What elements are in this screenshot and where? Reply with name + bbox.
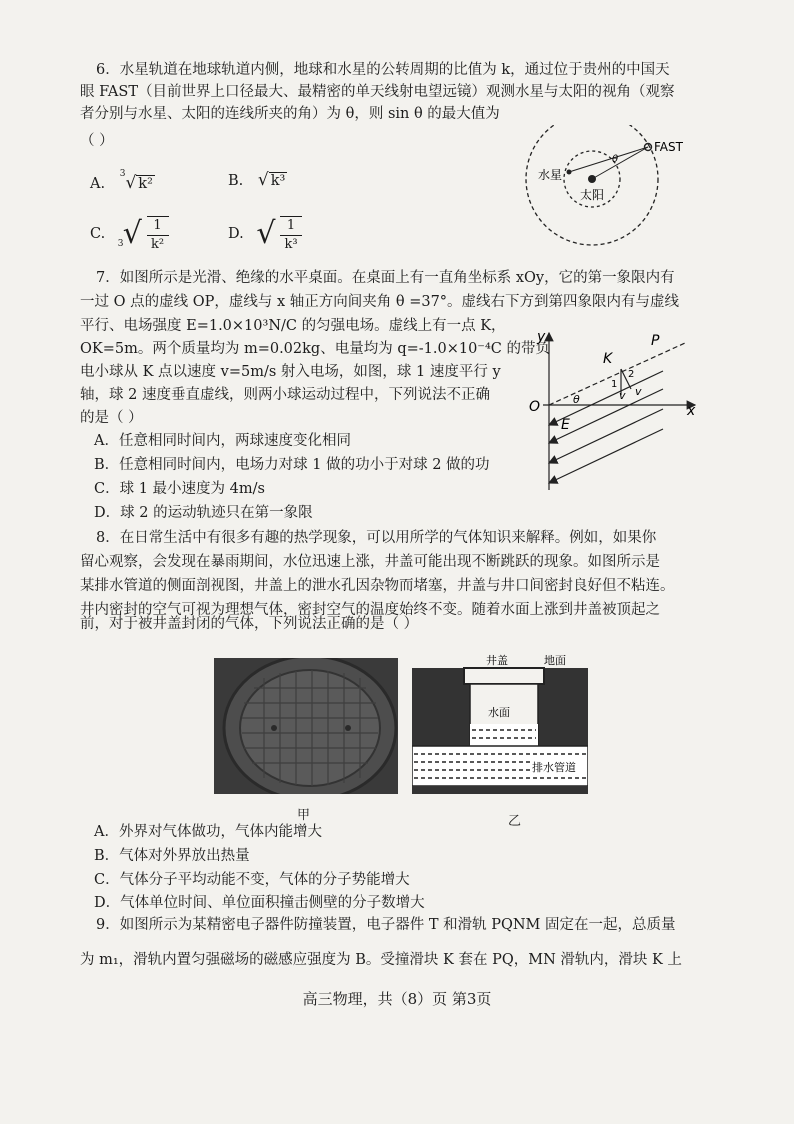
- q8-line-5: 前，对于被井盖封闭的气体，下列说法正确的是（ ）: [80, 616, 419, 632]
- q6-line-1: 6．水星轨道在地球轨道内侧，地球和水星的公转周期的比值为 k，通过位于贵州的中国天: [96, 62, 670, 78]
- mercury-label: 水星: [538, 168, 563, 182]
- q9-line-2: 为 m₁，滑轨内置匀强磁场的磁感应强度为 B。受撞滑块 K 套在 PQ，MN 滑轨内，滑块 K 上: [80, 952, 682, 968]
- sun-label: 太阳: [580, 188, 605, 202]
- q7-line-3: 平行、电场强度 E=1.0×10³N/C 的匀强电场。虚线上有一点 K，: [80, 318, 506, 334]
- earth-orbit: [526, 125, 658, 245]
- p-label: P: [651, 333, 660, 349]
- q7-option-d: D．球 2 的运动轨迹只在第一象限: [94, 505, 313, 521]
- q6-option-a: A. $^3$√ k²: [90, 169, 153, 193]
- fast-label: FAST: [654, 140, 683, 154]
- q6-line-2: 眼 FAST（目前世界上口径最大、最精密的单天线射电望远镜）观测水星与太阳的视角（观察: [80, 84, 675, 100]
- fast-mercury-line: [569, 147, 648, 172]
- pipe-label: 排水管道: [532, 761, 576, 774]
- y-label: y: [537, 329, 546, 345]
- q7-line-2: 一过 O 点的虚线 OP，虚线与 x 轴正方向间夹角 θ =37°。虚线右下方到第四象限内有与虚线: [80, 294, 680, 310]
- q6-option-b: B. √ k³: [228, 170, 286, 190]
- ball2-label: 2: [628, 369, 635, 380]
- q8-line-2: 留心观察，会发现在暴雨期间，水位迅速上涨，井盖可能出现不断跳跃的现象。如图所示是: [80, 554, 660, 570]
- q6-line-4: （ ）: [80, 133, 114, 149]
- v1-label: v: [619, 389, 626, 402]
- figure-yi-caption: 乙: [508, 814, 522, 829]
- q8-option-b: B．气体对外界放出热量: [94, 848, 250, 864]
- q7-option-b: B．任意相同时间内，电场力对球 1 做的功小于对球 2 做的功: [94, 457, 490, 473]
- theta-label: θ: [612, 154, 619, 165]
- origin-label: O: [529, 399, 541, 415]
- q7-line-4: OK=5m。两个质量均为 m=0.02kg、电量均为 q=-1.0×10⁻⁴C 的带负: [80, 341, 550, 357]
- q7-line-7: 的是（ ）: [80, 410, 143, 426]
- q7-line-1: 7．如图所示是光滑、绝缘的水平桌面。在桌面上有一直角坐标系 xOy，它的第一象限内有: [96, 270, 675, 286]
- q8-option-c: C．气体分子平均动能不变，气体的分子势能增大: [94, 872, 410, 888]
- q6-option-c: C. 3 √ $\frac{1}{\text{k²}}$: [90, 214, 169, 258]
- q6-orbit-figure: [520, 125, 700, 265]
- dashed-line-op: [549, 343, 685, 405]
- water-surface-label: 水面: [488, 706, 510, 719]
- manhole-photo: [214, 658, 398, 794]
- ball1-label: 1: [611, 379, 618, 390]
- field-line-4: [549, 429, 663, 483]
- e-label: E: [561, 417, 570, 433]
- q7-line-6: 轴，球 2 速度垂直虚线，则两小球运动过程中，下列说法不正确: [80, 387, 490, 403]
- k-label: K: [603, 351, 613, 367]
- figure-jia-caption: 甲: [297, 808, 311, 823]
- theta-label: θ: [573, 393, 580, 406]
- q8-option-d: D．气体单位时间、单位面积撞击侧壁的分子数增大: [94, 895, 425, 911]
- q9-line-1: 9．如图所示为某精密电子器件防撞装置，电子器件 T 和滑轨 PQNM 固定在一起，总质量: [96, 917, 676, 933]
- cover-label: 井盖: [486, 654, 508, 667]
- q8-line-4: 井内密封的空气可视为理想气体，密封空气的温度始终不变。随着水面上涨到井盖被顶起之: [80, 602, 660, 618]
- q7-field-figure: [525, 325, 705, 495]
- drain-cross-section: [412, 652, 588, 798]
- v2-label: v: [635, 385, 642, 398]
- q8-option-a: A．外界对气体做功，气体内能增大: [94, 824, 322, 840]
- q6-line-3: 者分别与水星、太阳的连线所夹的角）为 θ，则 sin θ 的最大值为: [80, 106, 500, 122]
- q8-line-3: 某排水管道的侧面剖视图，井盖上的泄水孔因杂物而堵塞，井盖与井口间密封良好但不粘连。: [80, 578, 675, 594]
- q8-line-1: 8．在日常生活中有很多有趣的热学现象，可以用所学的气体知识来解释。例如，如果你: [96, 530, 657, 546]
- ground-label: 地面: [544, 654, 566, 667]
- q7-line-5: 电小球从 K 点以速度 v=5m/s 射入电场，如图，球 1 速度平行 y: [80, 364, 501, 380]
- q7-option-c: C．球 1 最小速度为 4m/s: [94, 481, 265, 497]
- page-footer: 高三物理，共（8）页 第3页: [302, 990, 492, 1008]
- q7-option-a: A．任意相同时间内，两球速度变化相同: [94, 433, 351, 449]
- q6-option-d: D. √ $\frac{1}{\text{k³}}$: [228, 214, 302, 258]
- x-label: x: [687, 403, 696, 419]
